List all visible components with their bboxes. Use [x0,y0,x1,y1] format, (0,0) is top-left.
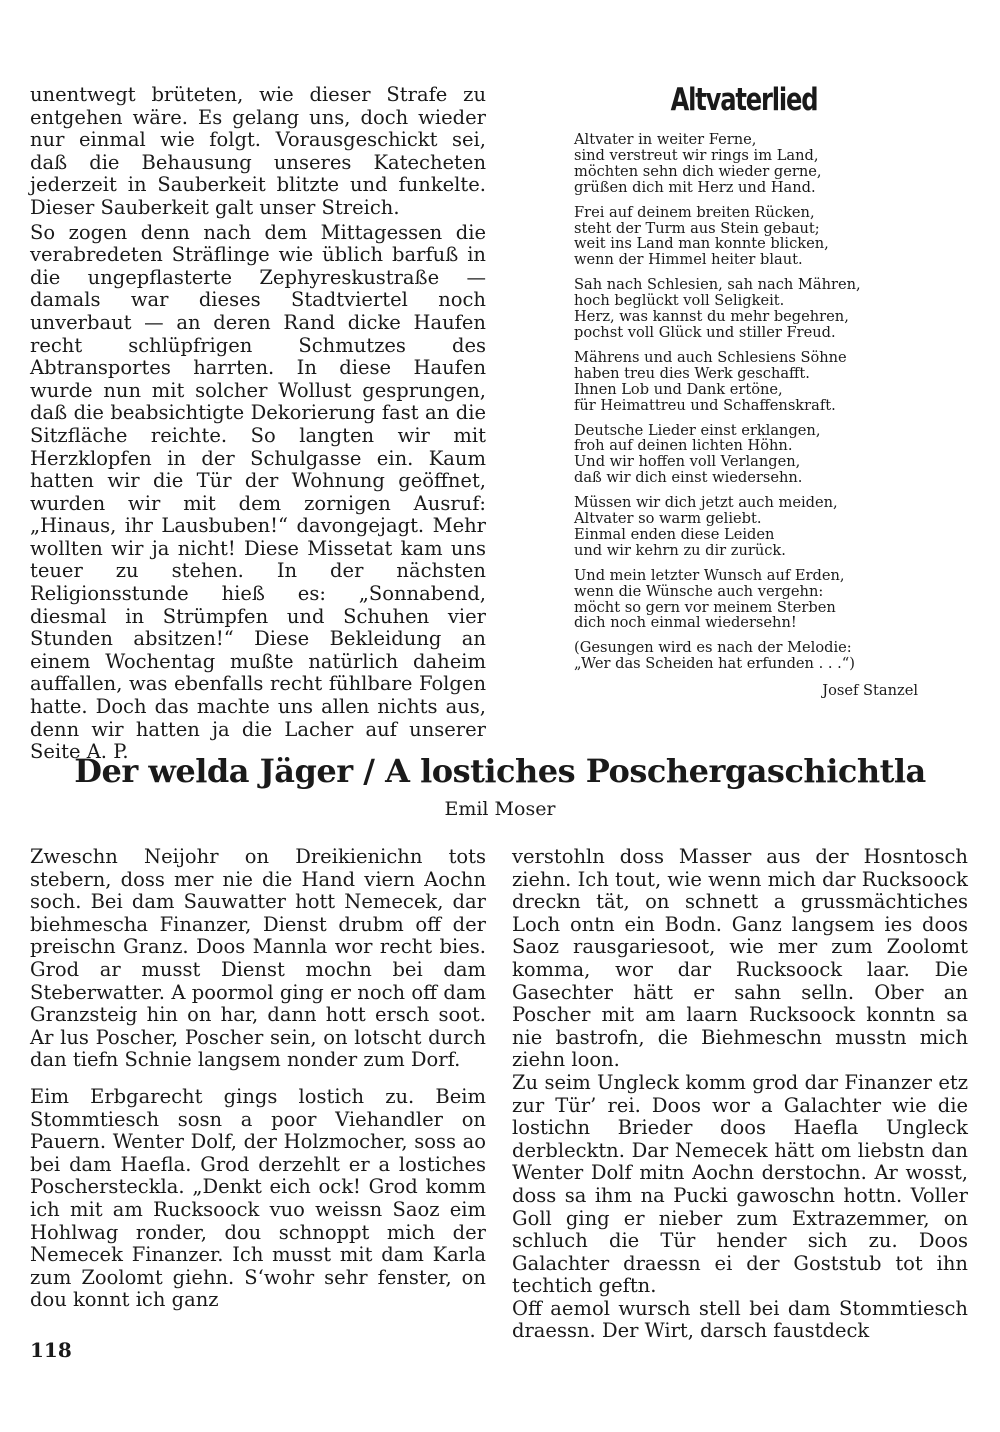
poem-stanza [574,205,922,269]
poem-line: daß wir dich einst wiedersehn. [574,469,803,487]
poem-stanza [574,423,922,487]
poem-line: froh auf deinen lichten Höhn. [574,437,793,455]
paragraph: Zweschn Neijohr on Dreikienichn tots stebern, doss mer nie die Hand viern Aochn soch. Bei dam Sauwatter hott Nemecek, dar biehmescha Finanzer, Dienst drubm off der preischn Granz. Doos Mannla wor recht bies. Grod ar musst Dienst mochn bei dam Steberwatter. A poormol ging er noch off dam Granzsteig hin on har, dann hott ersch soot. Ar lus Poscher, Poscher sein, on lotscht durch dan tiefn Schnie langsem nonder zum Dorf. [30,845,486,1072]
paragraph: Zu seim Ungleck komm grod dar Finanzer etz zur Tür’ rei. Doos wor a Galachter wie die lostichn Brieder doos Haefla Ungleck derblecktn. Dar Nemecek hätt om liebstn dan Wenter Dolf mitn Aochn derstochn. Ar wosst, doss sa ihm na Pucki gawoschn hottn. Voller Goll ging er nieber zum Extrazemmer, on schluch die Tür hender sich zu. Doos Galachter draessn ei der Goststub tot ihn techtich geftn. [512,1070,968,1298]
poem-stanza [574,350,922,414]
poem-line: grüßen dich mit Herz und Hand. [574,178,816,196]
poem-line: hoch beglückt voll Seligkeit. [574,292,785,310]
poem-title: Altvaterlied [670,82,818,118]
paragraph: So zogen denn nach dem Mittagessen die verabredeten Sträflinge wie üblich barfuß in die ungepflasterte Zephyreskustraße — damals war dieses Stadtviertel noch unverbaut — an deren Rand dicke Haufen recht schlüpfrigen Schmutzes des Abtransportes harrten. In diese Haufen wurde nun mit solcher Wollust gesprungen, daß die beabsichtigte Dekorierung fast an die Sitzfläche reichte. So langten wir mit Herzklopfen in der Schulgasse ein. Kaum hatten wir die Tür der Wohnung geöffnet, wurden wir mit dem zornigen Ausruf: „Hinaus, ihr Lausbuben!“ davongejagt. Mehr wollten wir ja nicht! Diese Missetat kam uns teuer zu stehen. In der nächsten Religionsstunde hieß es: „Sonnabend, diesmal in Strümpfen und Schuhen vier Stunden absitzen!“ Diese Bekleidung an einem Wochentag mußte natürlich daheim auffallen, was ebenfalls recht fühlbare Folgen hatte. Doch das machte uns allen nichts aus, denn wir hatten ja die Lacher auf unserer Seite A. P. [30,220,486,764]
story-left-column [30,846,486,1312]
poem-note-line: „Wer das Scheiden hat erfunden . . .“) [574,655,855,673]
poem-stanza [574,568,922,632]
poem-line: möcht so gern vor meinem Sterben [574,598,836,616]
poem-line: pochst voll Glück und stiller Freud. [574,323,836,341]
poem-line: weit ins Land man konnte blicken, [574,235,829,253]
story-author: Emil Moser [444,798,556,820]
poem-stanza [574,495,922,559]
poem-line: Müssen wir dich jetzt auch meiden, [574,494,838,512]
poem-block [566,82,922,699]
poem-line: Und mein letzter Wunsch auf Erden, [574,566,845,584]
poem-stanza [574,132,922,196]
poem-melody-note [574,640,922,672]
poem-line: sind verstreut wir rings im Land, [574,146,819,164]
story-right-column [512,846,968,1343]
poem-line: steht der Turm aus Stein gebaut; [574,219,820,237]
poem-line: Ihnen Lob und Dank ertöne, [574,380,783,398]
article-continuation-column [30,84,486,766]
poem-line: Altvater in weiter Ferne, [574,131,757,148]
paragraph: Off aemol wursch stell bei dam Stommtiesch draessn. Der Wirt, darsch faustdeck [512,1296,968,1343]
poem-line: Deutsche Lieder einst erklangen, [574,421,821,439]
poem-line: möchten sehn dich wieder gerne, [574,162,822,180]
paragraph: Eim Erbgarecht gings lostich zu. Beim Stommtiesch sosn a poor Viehandler on Pauern. Wenter Dolf, der Holzmocher, soss ao bei dam Haefla. Grod derzehlt er a lostiches Poschersteckla. „Denkt eich ock! Grod komm ich mit am Rucksoock vuo weissn Saoz eim Hohlwag ronder, dou schnoppt mich der Nemecek Finanzer. Ich musst mit dam Karla zum Zoolomt giehn. S‘wohr sehr fenster, on dou konnt ich ganz [30,1084,486,1312]
poem-line: Einmal enden diese Leiden [574,525,775,543]
poem-line: Und wir hoffen voll Verlangen, [574,453,801,471]
poem-line: für Heimattreu und Schaffenskraft. [574,396,836,414]
poem-line: Mährens und auch Schlesiens Söhne [574,348,847,366]
paragraph: unentwegt brüteten, wie dieser Strafe zu entgehen wäre. Es gelang uns, doch wieder nur einmal wie folgt. Vorausgeschickt sei, daß die Behausung unseres Katecheten jederzeit in Sauberkeit blitzte und funkelte. Dieser Sauberkeit galt unser Streich. [30,83,486,219]
poem-line: haben treu dies Werk geschafft. [574,364,810,382]
poem-author: Josef Stanzel [822,682,918,700]
poem-line: wenn der Himmel heiter blaut. [574,251,803,269]
poem-line: wenn die Wünsche auch vergehn: [574,582,824,600]
poem-stanza [574,277,922,341]
poem-note-line: (Gesungen wird es nach der Melodie: [574,639,852,657]
poem-line: Altvater so warm geliebt. [574,510,762,528]
poem-line: Herz, was kannst du mehr begehren, [574,308,849,326]
story-title: Der welda Jäger / A lostiches Poschergaschichtla [74,752,926,790]
paragraph: verstohln doss Masser aus der Hosntosch ziehn. Ich tout, wie wenn mich dar Rucksoock dreckn tät, on schnett a grussmächtiches Loch ontn ein Bodn. Ganz langsem ies doos Saoz rausgariesoot, wie mer zum Zoolomt komma, wor dar Rucksoock laar. Die Gasechter hätt er sahn selln. Ober an Poscher mit am laarn Rucksoock konntn sa nie bastrofn, die Biehmeschn musstn mich ziehn loon. [512,845,968,1072]
poem-line: und wir kehrn zu dir zurück. [574,541,786,559]
poem-line: Frei auf deinem breiten Rücken, [574,203,815,221]
poem-line: Sah nach Schlesien, sah nach Mähren, [574,276,861,294]
poem-line: dich noch einmal wiedersehn! [574,614,797,632]
page-number: 118 [30,1338,72,1362]
